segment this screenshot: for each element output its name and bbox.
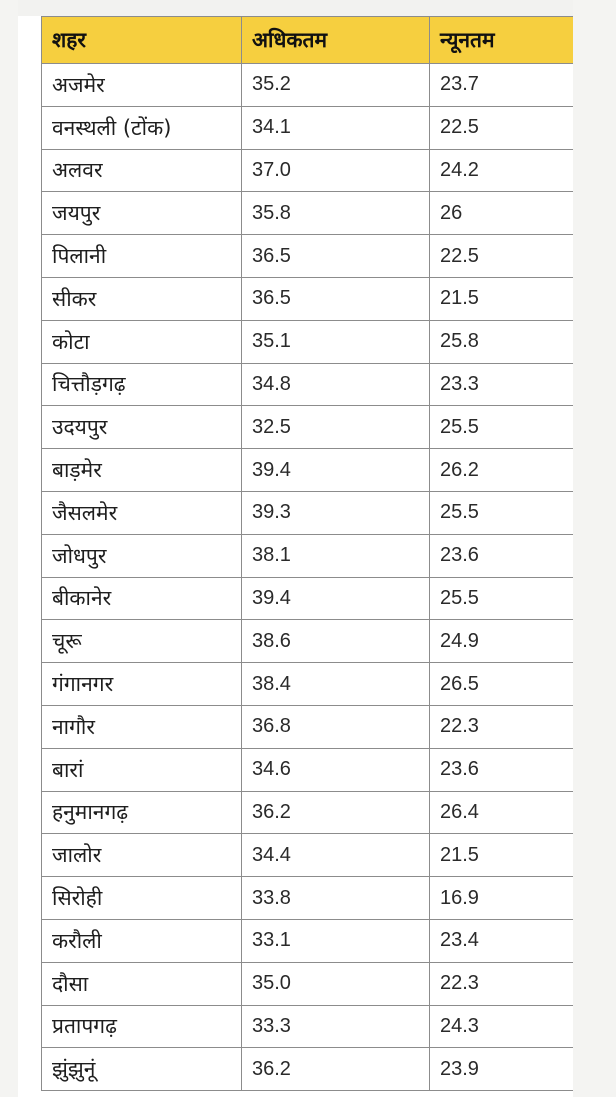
city-cell: सिरोही xyxy=(42,877,242,920)
header-city: शहर xyxy=(42,17,242,64)
city-cell: अलवर xyxy=(42,149,242,192)
max-temperature-cell: 35.8 xyxy=(242,192,430,235)
max-temperature-cell: 36.5 xyxy=(242,235,430,278)
max-temperature-cell: 36.8 xyxy=(242,705,430,748)
city-cell: चूरू xyxy=(42,620,242,663)
min-temperature-cell: 23.3 xyxy=(430,363,574,406)
city-cell: कोटा xyxy=(42,320,242,363)
city-cell: गंगानगर xyxy=(42,663,242,706)
min-temperature-cell: 24.2 xyxy=(430,149,574,192)
city-cell: अजमेर xyxy=(42,64,242,107)
header-min-temperature: न्यूनतम xyxy=(430,17,574,64)
table-row xyxy=(42,363,574,406)
max-temperature-cell: 34.8 xyxy=(242,363,430,406)
city-cell: नागौर xyxy=(42,705,242,748)
min-temperature-cell: 22.3 xyxy=(430,705,574,748)
max-temperature-cell: 39.4 xyxy=(242,577,430,620)
city-cell: वनस्थली (टोंक) xyxy=(42,106,242,149)
min-temperature-cell: 16.9 xyxy=(430,877,574,920)
max-temperature-cell: 39.3 xyxy=(242,491,430,534)
table-row xyxy=(42,534,574,577)
min-temperature-cell: 21.5 xyxy=(430,277,574,320)
table-row xyxy=(42,491,574,534)
table-row xyxy=(42,235,574,278)
table-row xyxy=(42,320,574,363)
max-temperature-cell: 39.4 xyxy=(242,449,430,492)
table-row xyxy=(42,277,574,320)
city-cell: पिलानी xyxy=(42,235,242,278)
city-cell: चित्तौड़गढ़ xyxy=(42,363,242,406)
table-row xyxy=(42,192,574,235)
max-temperature-cell: 36.5 xyxy=(242,277,430,320)
table-row xyxy=(42,577,574,620)
max-temperature-cell: 33.8 xyxy=(242,877,430,920)
table-row xyxy=(42,64,574,107)
max-temperature-cell: 34.6 xyxy=(242,748,430,791)
city-cell: बारां xyxy=(42,748,242,791)
header-max-temperature: अधिकतम xyxy=(242,17,430,64)
min-temperature-cell: 25.5 xyxy=(430,406,574,449)
max-temperature-cell: 37.0 xyxy=(242,149,430,192)
table-row xyxy=(42,748,574,791)
table-header-row xyxy=(42,17,574,64)
table-row xyxy=(42,1048,574,1091)
city-cell: बाड़मेर xyxy=(42,449,242,492)
table-row xyxy=(42,877,574,920)
min-temperature-cell: 24.3 xyxy=(430,1005,574,1048)
max-temperature-cell: 32.5 xyxy=(242,406,430,449)
max-temperature-cell: 34.1 xyxy=(242,106,430,149)
max-temperature-cell: 38.4 xyxy=(242,663,430,706)
max-temperature-cell: 34.4 xyxy=(242,834,430,877)
min-temperature-cell: 24.9 xyxy=(430,620,574,663)
min-temperature-cell: 26.2 xyxy=(430,449,574,492)
city-cell: जालोर xyxy=(42,834,242,877)
max-temperature-cell: 33.1 xyxy=(242,919,430,962)
min-temperature-cell: 23.9 xyxy=(430,1048,574,1091)
table-row xyxy=(42,962,574,1005)
min-temperature-cell: 23.6 xyxy=(430,534,574,577)
min-temperature-cell: 26 xyxy=(430,192,574,235)
min-temperature-cell: 22.5 xyxy=(430,106,574,149)
min-temperature-cell: 21.5 xyxy=(430,834,574,877)
min-temperature-cell: 22.3 xyxy=(430,962,574,1005)
table-row xyxy=(42,834,574,877)
document-page xyxy=(18,0,573,1097)
city-cell: उदयपुर xyxy=(42,406,242,449)
city-cell: जोधपुर xyxy=(42,534,242,577)
min-temperature-cell: 23.6 xyxy=(430,748,574,791)
min-temperature-cell: 25.8 xyxy=(430,320,574,363)
min-temperature-cell: 25.5 xyxy=(430,577,574,620)
min-temperature-cell: 25.5 xyxy=(430,491,574,534)
cropped-header-strip xyxy=(18,0,573,16)
table-row xyxy=(42,620,574,663)
city-cell: जयपुर xyxy=(42,192,242,235)
city-cell: करौली xyxy=(42,919,242,962)
table-row xyxy=(42,791,574,834)
city-cell: प्रतापगढ़ xyxy=(42,1005,242,1048)
max-temperature-cell: 35.1 xyxy=(242,320,430,363)
city-cell: बीकानेर xyxy=(42,577,242,620)
min-temperature-cell: 26.5 xyxy=(430,663,574,706)
min-temperature-cell: 23.7 xyxy=(430,64,574,107)
max-temperature-cell: 38.6 xyxy=(242,620,430,663)
table-row xyxy=(42,1005,574,1048)
temperature-table xyxy=(41,16,573,1091)
city-cell: झुंझुनूं xyxy=(42,1048,242,1091)
max-temperature-cell: 33.3 xyxy=(242,1005,430,1048)
city-cell: दौसा xyxy=(42,962,242,1005)
table-row xyxy=(42,106,574,149)
table-row xyxy=(42,663,574,706)
max-temperature-cell: 36.2 xyxy=(242,791,430,834)
table-row xyxy=(42,449,574,492)
city-cell: हनुमानगढ़ xyxy=(42,791,242,834)
min-temperature-cell: 22.5 xyxy=(430,235,574,278)
min-temperature-cell: 26.4 xyxy=(430,791,574,834)
table-row xyxy=(42,149,574,192)
city-cell: सीकर xyxy=(42,277,242,320)
max-temperature-cell: 36.2 xyxy=(242,1048,430,1091)
max-temperature-cell: 35.2 xyxy=(242,64,430,107)
table-body xyxy=(42,64,574,1091)
table-row xyxy=(42,919,574,962)
table-row xyxy=(42,406,574,449)
max-temperature-cell: 35.0 xyxy=(242,962,430,1005)
min-temperature-cell: 23.4 xyxy=(430,919,574,962)
city-cell: जैसलमेर xyxy=(42,491,242,534)
max-temperature-cell: 38.1 xyxy=(242,534,430,577)
table-row xyxy=(42,705,574,748)
